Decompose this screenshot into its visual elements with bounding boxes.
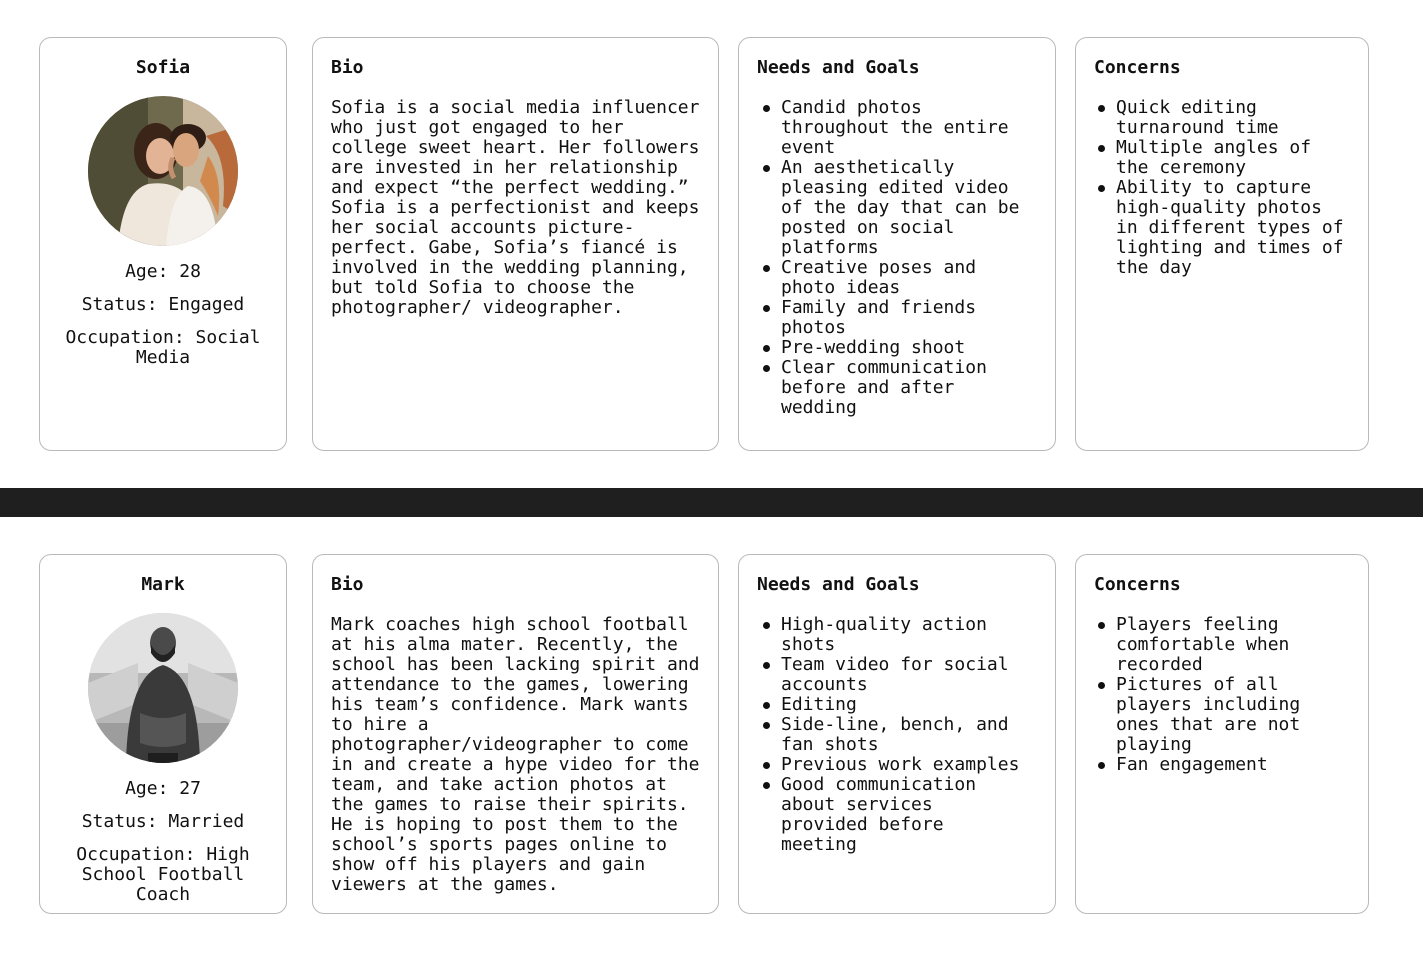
needs-title: Needs and Goals (757, 57, 920, 78)
list-item: Editing (759, 695, 1025, 715)
bio-text: Mark coaches high school football at his alma mater. Recently, the school has been lacking spirit and attendance to the games, lowering his team’s confidence. Mark wants to hire a photographer/videographer to come in and create a hype video for the team, and take action photos at the games to raise their spirits. He is hoping to post them to the school’s sports pages online to show off his players and gain viewers at the games. (331, 614, 700, 895)
list-item: Clear communication before and after wedding (759, 358, 1025, 418)
avatar-photo (88, 96, 238, 246)
list-item: Players feeling comfortable when recorded (1094, 615, 1350, 675)
persona-row-sofia (0, 37, 1423, 451)
list-item: Fan engagement (1094, 755, 1350, 775)
status-label: Status: Engaged (81, 294, 245, 315)
list-item: Good communication about services provided before meeting (759, 775, 1025, 855)
needs-card (738, 37, 1056, 451)
persona-name: Mark (141, 574, 185, 595)
concerns-list (1094, 615, 1350, 775)
avatar-photo (88, 613, 238, 763)
occupation-label: Occupation: High School Football Coach (76, 844, 250, 905)
list-item: Pictures of all players including ones that are not playing (1094, 675, 1350, 755)
persona-row-mark (0, 554, 1423, 914)
concerns-card (1075, 37, 1369, 451)
age-label: Age: 28 (125, 261, 201, 282)
needs-title: Needs and Goals (757, 574, 920, 595)
profile-card (39, 37, 287, 451)
list-item: Candid photos throughout the entire event (759, 98, 1025, 158)
list-item: Family and friends photos (759, 298, 1025, 338)
concerns-card (1075, 554, 1369, 914)
list-item: An aesthetically pleasing edited video of the day that can be posted on social platforms (759, 158, 1025, 258)
list-item: Ability to capture high-quality photos in different types of lighting and times of the day (1094, 178, 1350, 278)
status-label: Status: Married (81, 811, 245, 832)
needs-list (769, 615, 1025, 855)
needs-card (738, 554, 1056, 914)
bio-text: Sofia is a social media influencer who just got engaged to her college sweet heart. Her followers are invested in her relationship and expect “the perfect wedding.” Sofia is a perfectionist and keeps her social accounts picture-perfect. Gabe, Sofia’s fiancé is involved in the wedding planning, but told Sofia to choose the photographer/ videographer. (331, 97, 700, 318)
profile-card (39, 554, 287, 914)
list-item: Quick editing turnaround time (1094, 98, 1350, 138)
occupation-label: Occupation: Social Media (65, 327, 261, 368)
bio-title: Bio (331, 57, 364, 78)
list-item: Team video for social accounts (759, 655, 1025, 695)
bio-title: Bio (331, 574, 364, 595)
concerns-title: Concerns (1094, 57, 1181, 78)
bio-card (312, 37, 719, 451)
list-item: High-quality action shots (759, 615, 1025, 655)
list-item: Creative poses and photo ideas (759, 258, 1025, 298)
concerns-list (1094, 98, 1350, 278)
concerns-title: Concerns (1094, 574, 1181, 595)
persona-name: Sofia (135, 57, 191, 78)
bio-card (312, 554, 719, 914)
list-item: Multiple angles of the ceremony (1094, 138, 1350, 178)
age-label: Age: 27 (125, 778, 201, 799)
list-item: Side-line, bench, and fan shots (759, 715, 1025, 755)
needs-list (769, 98, 1025, 418)
list-item: Pre-wedding shoot (759, 338, 1025, 358)
list-item: Previous work examples (759, 755, 1025, 775)
section-divider (0, 488, 1423, 517)
